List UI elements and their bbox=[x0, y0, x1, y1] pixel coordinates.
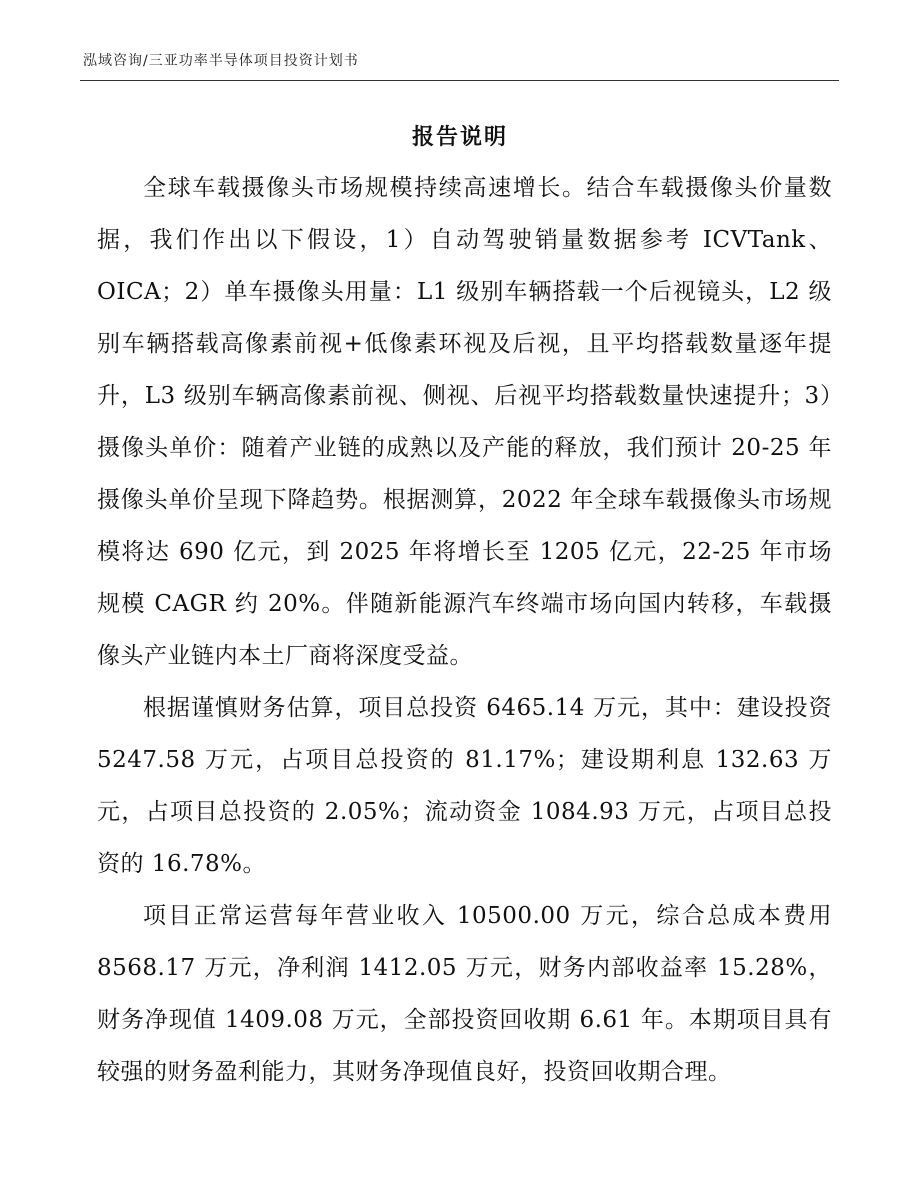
paragraph-investment: 根据谨慎财务估算，项目总投资 6465.14 万元，其中：建设投资 5247.58 万元，占项目总投资的 81.17%；建设期利息 132.63 万元，占项目总投资的 2.05%；流动资金 1084.93 万元，占项目总投资的 16.78%。 bbox=[97, 695, 832, 877]
report-body bbox=[97, 162, 832, 1098]
section-title: 报告说明 bbox=[411, 124, 508, 150]
header-divider bbox=[80, 80, 839, 81]
running-header: 泓域咨询/三亚功率半导体项目投资计划书 bbox=[83, 53, 359, 69]
paragraph-revenue: 项目正常运营每年营业收入 10500.00 万元，综合总成本费用 8568.17 万元，净利润 1412.05 万元，财务内部收益率 15.28%，财务净现值 1409.08 万元，全部投资回收期 6.61 年。本期项目具有较强的财务盈利能力，其财务净现值良好，投资回收期合理。 bbox=[97, 903, 832, 1085]
paragraph-market: 全球车载摄像头市场规模持续高速增长。结合车载摄像头价量数据，我们作出以下假设，1）自动驾驶销量数据参考 ICVTank、OICA；2）单车摄像头用量：L1 级别车辆搭载一个后视镜头，L2 级别车辆搭载高像素前视+低像素环视及后视，且平均搭载数量逐年提升，L3 级别车辆高像素前视、侧视、后视平均搭载数量快速提升；3）摄像头单价：随着产业链的成熟以及产能的释放，我们预计 20-25 年摄像头单价呈现下降趋势。根据测算，2022 年全球车载摄像头市场规模将达 690 亿元，到 2025 年将增长至 1205 亿元，22-25 年市场规模 CAGR 约 20%。伴随新能源汽车终端市场向国内转移，车载摄像头产业链内本土厂商将深度受益。 bbox=[97, 175, 832, 669]
